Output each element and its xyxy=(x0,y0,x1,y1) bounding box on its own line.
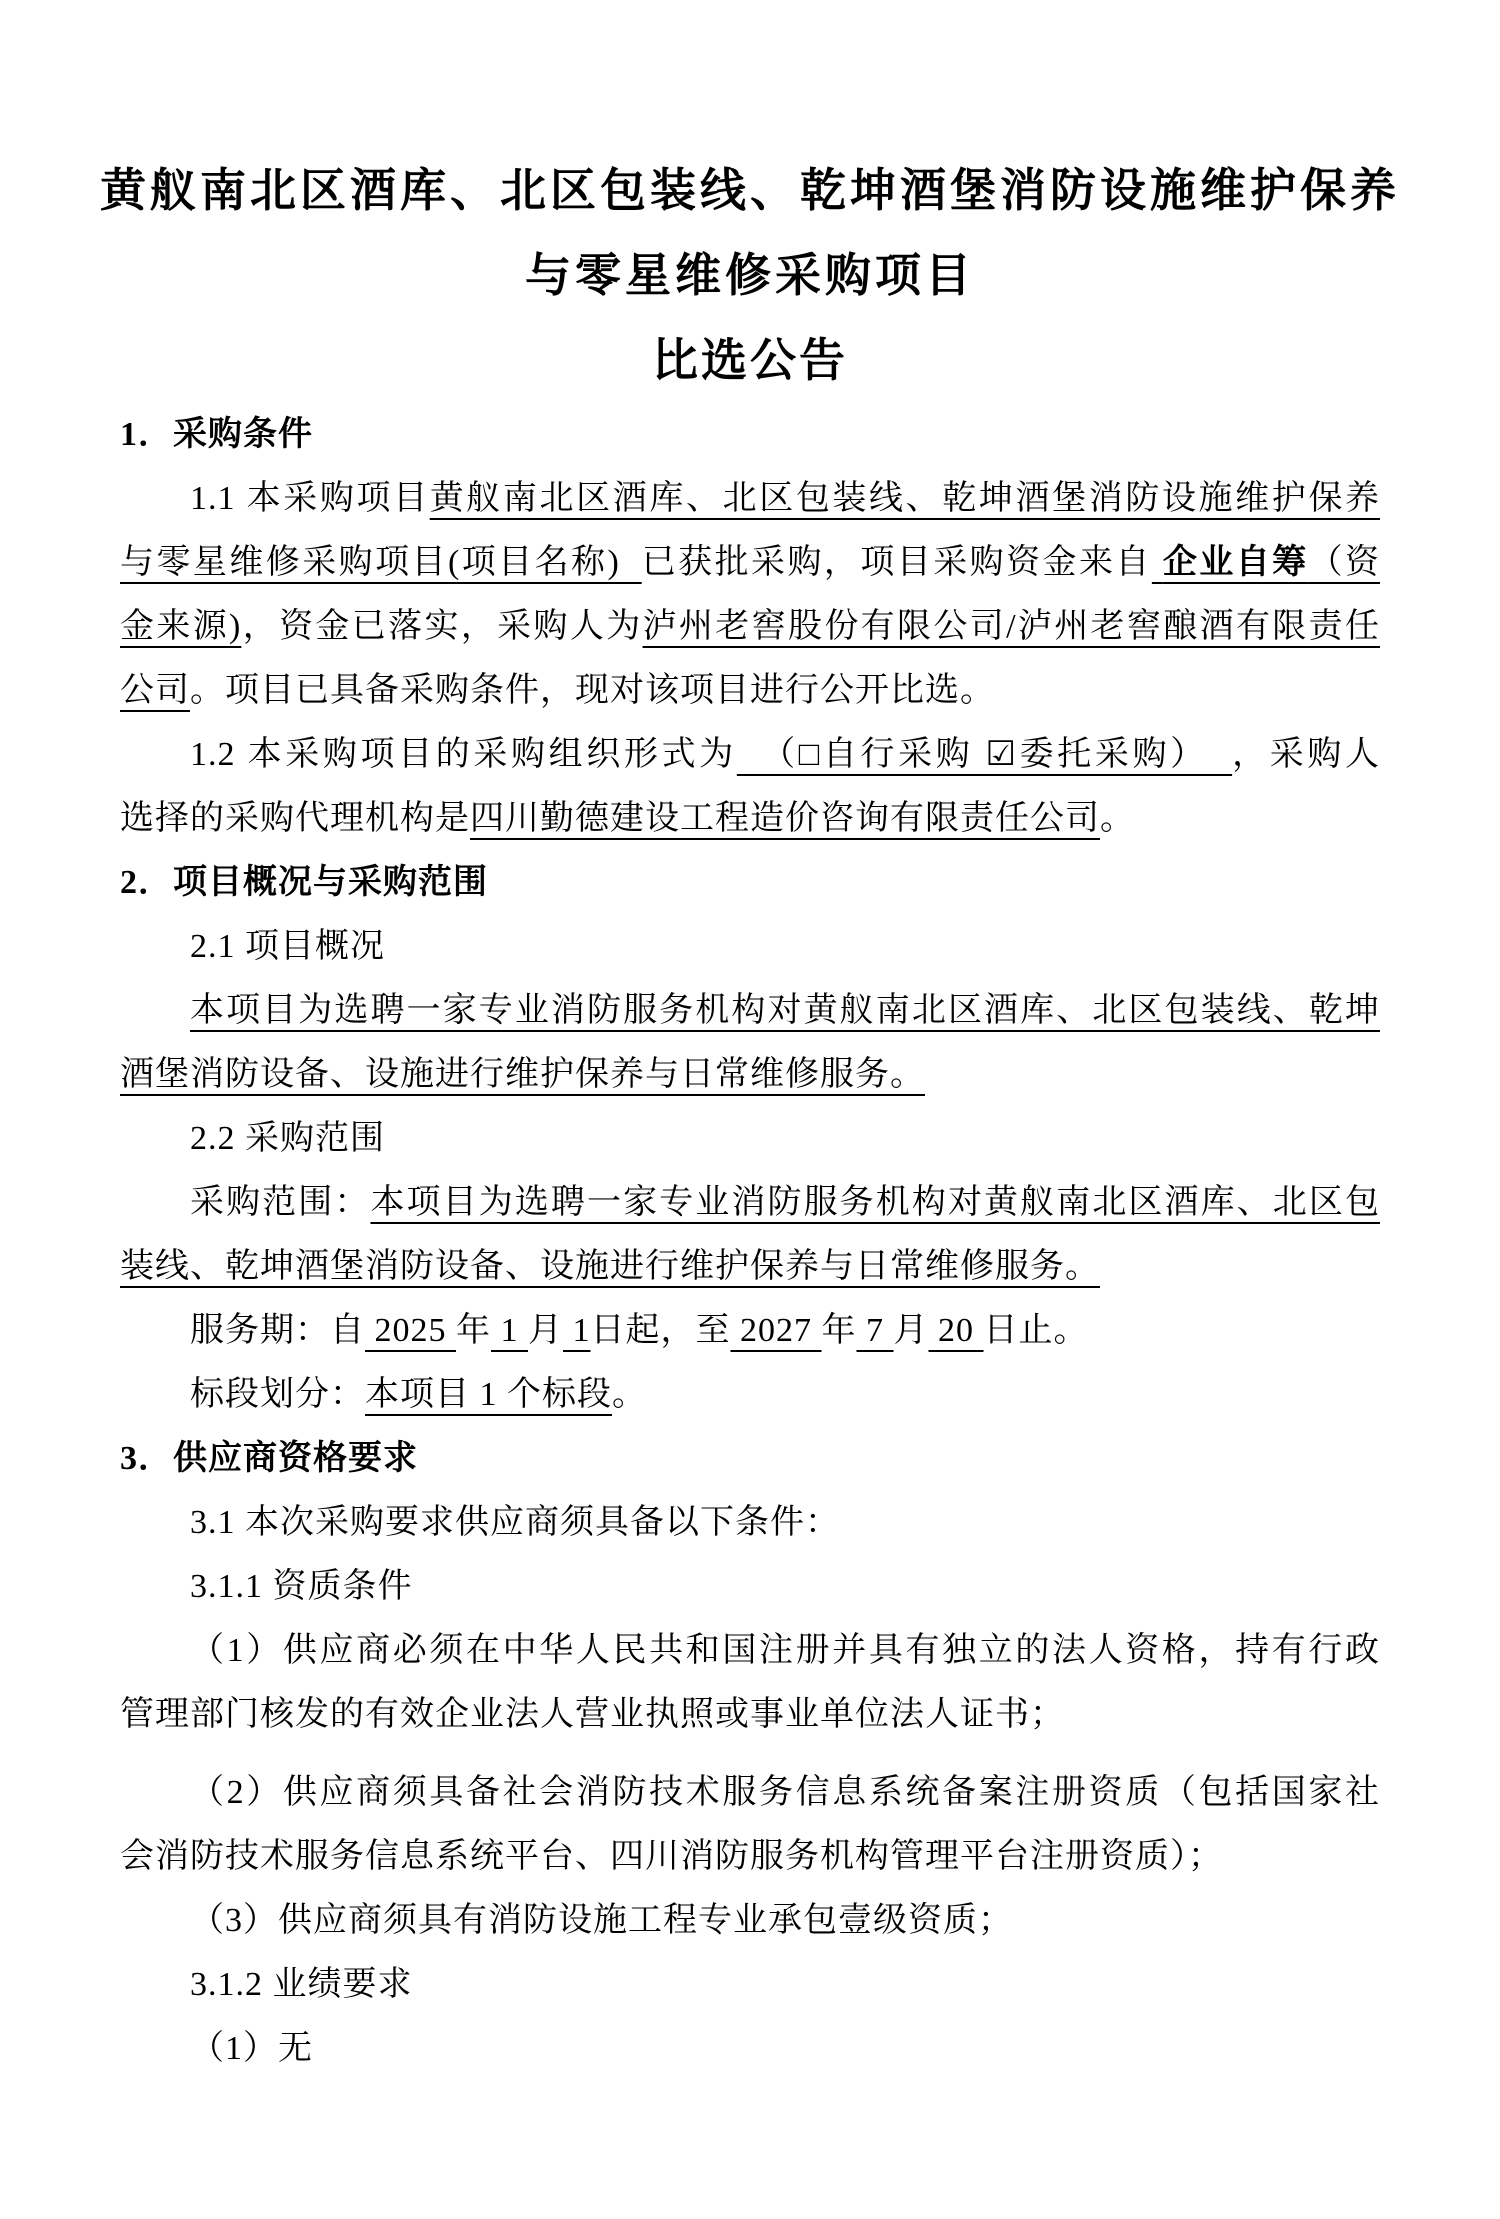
underlined-fill-in-text: 金来源) xyxy=(120,608,242,645)
text-segment: 已获批采购，项目采购资金来自 xyxy=(641,544,1152,581)
paragraph-line xyxy=(120,659,1380,723)
paragraph-line xyxy=(120,723,1380,787)
underlined-fill-in-text: 企业自筹 xyxy=(1162,544,1309,581)
text-segment: 。 xyxy=(612,1376,647,1413)
underlined-fill-in-text: 酒堡消防设备、设施进行维护保养与日常维修服务。 xyxy=(120,1056,925,1093)
section-heading: 2．项目概况与采购范围 xyxy=(120,864,488,901)
document-subtitle: 比选公告 xyxy=(652,335,848,386)
underlined-fill-in-text: 本项目 1 个标段 xyxy=(365,1376,612,1413)
underlined-fill-in-text: 公司 xyxy=(120,672,190,709)
text-segment: 日止。 xyxy=(983,1312,1089,1349)
document-title xyxy=(85,148,1415,318)
underlined-fill-in-text: （资 xyxy=(1308,544,1381,581)
text-segment: （2）供应商须具备社会消防技术服务信息系统备案注册资质（包括国家社 xyxy=(190,1774,1380,1811)
paragraph xyxy=(120,979,1380,1107)
paragraph-line xyxy=(120,1235,1380,1299)
title-line: 与零星维修采购项目 xyxy=(525,250,975,301)
underlined-fill-in-text xyxy=(1152,544,1163,581)
paragraph xyxy=(120,1889,1380,1953)
text-segment: 管理部门核发的有效企业法人营业执照或事业单位法人证书； xyxy=(120,1696,1065,1733)
text-segment: 年 xyxy=(821,1312,857,1349)
paragraph xyxy=(120,1299,1380,1363)
text-segment: （1）供应商必须在中华人民共和国注册并具有独立的法人资格，持有行政 xyxy=(190,1632,1380,1669)
text-segment: ，资金已落实，采购人为 xyxy=(241,608,643,645)
paragraph xyxy=(120,2017,1380,2081)
paragraph-line xyxy=(120,1825,1380,1889)
paragraph-line xyxy=(120,1683,1380,1747)
paragraph-line xyxy=(120,915,1380,979)
paragraph-line xyxy=(120,1491,1380,1555)
underlined-fill-in-text: 与零星维修采购项目(项目名称) xyxy=(120,544,642,581)
document-body xyxy=(120,403,1380,2081)
paragraph-line xyxy=(120,1889,1380,1953)
paragraph xyxy=(120,1555,1380,1619)
underlined-fill-in-text: 20 xyxy=(928,1312,984,1349)
text-segment: 采购范围： xyxy=(190,1184,371,1221)
paragraph-line xyxy=(120,1953,1380,2017)
paragraph-line xyxy=(120,531,1380,595)
paragraph xyxy=(120,1363,1380,1427)
paragraph-line xyxy=(120,1619,1380,1683)
text-segment: 会消防技术服务信息系统平台、四川消防服务机构管理平台注册资质）； xyxy=(120,1838,1223,1875)
paragraph-line xyxy=(120,787,1380,851)
paragraph xyxy=(120,915,1380,979)
text-segment: 。项目已具备采购条件，现对该项目进行公开比选。 xyxy=(190,672,995,709)
text-segment: 月 xyxy=(528,1312,563,1349)
underlined-fill-in-text: 装线、乾坤酒堡消防设备、设施进行维护保养与日常维修服务。 xyxy=(120,1248,1100,1285)
text-segment: （3）供应商须具有消防设施工程专业承包壹级资质； xyxy=(190,1902,1013,1939)
paragraph-line xyxy=(120,1107,1380,1171)
paragraph-line xyxy=(120,2017,1380,2081)
paragraph xyxy=(120,1107,1380,1171)
underlined-fill-in-text: 本项目为选聘一家专业消防服务机构对黄舣南北区酒库、北区包 xyxy=(370,1184,1380,1221)
text-segment: 1.1 本采购项目 xyxy=(190,480,430,517)
underlined-fill-in-text: 7 xyxy=(856,1312,894,1349)
paragraph-line xyxy=(120,595,1380,659)
paragraph-line xyxy=(120,1171,1380,1235)
paragraph xyxy=(120,1761,1380,1889)
paragraph xyxy=(120,1491,1380,1555)
paragraph-line xyxy=(120,1299,1380,1363)
paragraph-line xyxy=(120,1555,1380,1619)
text-segment: ，采购人 xyxy=(1232,736,1381,773)
underlined-fill-in-text: 四川勤德建设工程造价咨询有限责任公司 xyxy=(470,800,1100,837)
text-segment: 服务期：自 xyxy=(190,1312,365,1349)
underlined-fill-in-text: 黄舣南北区酒库、北区包装线、乾坤酒堡消防设施维护保养 xyxy=(429,480,1381,517)
underlined-fill-in-text: 2025 xyxy=(365,1312,456,1349)
text-segment: 日起，至 xyxy=(590,1312,731,1349)
text-segment: （1）无 xyxy=(190,2030,313,2067)
underlined-fill-in-text: 本项目为选聘一家专业消防服务机构对黄舣南北区酒库、北区包装线、乾坤 xyxy=(190,992,1380,1029)
paragraph xyxy=(120,467,1380,723)
text-segment: 3.1 本次采购要求供应商须具备以下条件： xyxy=(190,1504,840,1541)
paragraph xyxy=(120,1171,1380,1299)
paragraph-line xyxy=(120,467,1380,531)
text-segment: 选择的采购代理机构是 xyxy=(120,800,470,837)
section-heading: 1．采购条件 xyxy=(120,416,313,453)
underlined-fill-in-text: 1 xyxy=(491,1312,528,1349)
paragraph-line xyxy=(120,1761,1380,1825)
text-segment: 标段划分： xyxy=(190,1376,365,1413)
paragraph-line xyxy=(120,1043,1380,1107)
underlined-fill-in-text: 1 xyxy=(563,1312,591,1349)
text-segment: 1.2 本采购项目的采购组织形式为 xyxy=(190,736,737,773)
paragraph xyxy=(120,723,1380,851)
paragraph-line xyxy=(120,1363,1380,1427)
paragraph xyxy=(120,1953,1380,2017)
title-line: 黄舣南北区酒库、北区包装线、乾坤酒堡消防设施维护保养 xyxy=(100,165,1400,216)
text-segment: 2.2 采购范围 xyxy=(190,1120,385,1157)
text-segment: 3.1.2 业绩要求 xyxy=(190,1966,413,2003)
text-segment: 3.1.1 资质条件 xyxy=(190,1568,413,1605)
paragraph xyxy=(120,1619,1380,1747)
text-segment: 年 xyxy=(456,1312,491,1349)
section-heading: 3．供应商资格要求 xyxy=(120,1440,418,1477)
underlined-fill-in-text: （□自行采购 ☑委托采购） xyxy=(736,736,1233,773)
text-segment: 月 xyxy=(893,1312,929,1349)
text-segment: 。 xyxy=(1100,800,1135,837)
text-segment: 2.1 项目概况 xyxy=(190,928,385,965)
underlined-fill-in-text: 2027 xyxy=(730,1312,822,1349)
paragraph-line xyxy=(120,979,1380,1043)
underlined-fill-in-text: 泸州老窖股份有限公司/泸州老窖酿酒有限责任 xyxy=(642,608,1381,645)
